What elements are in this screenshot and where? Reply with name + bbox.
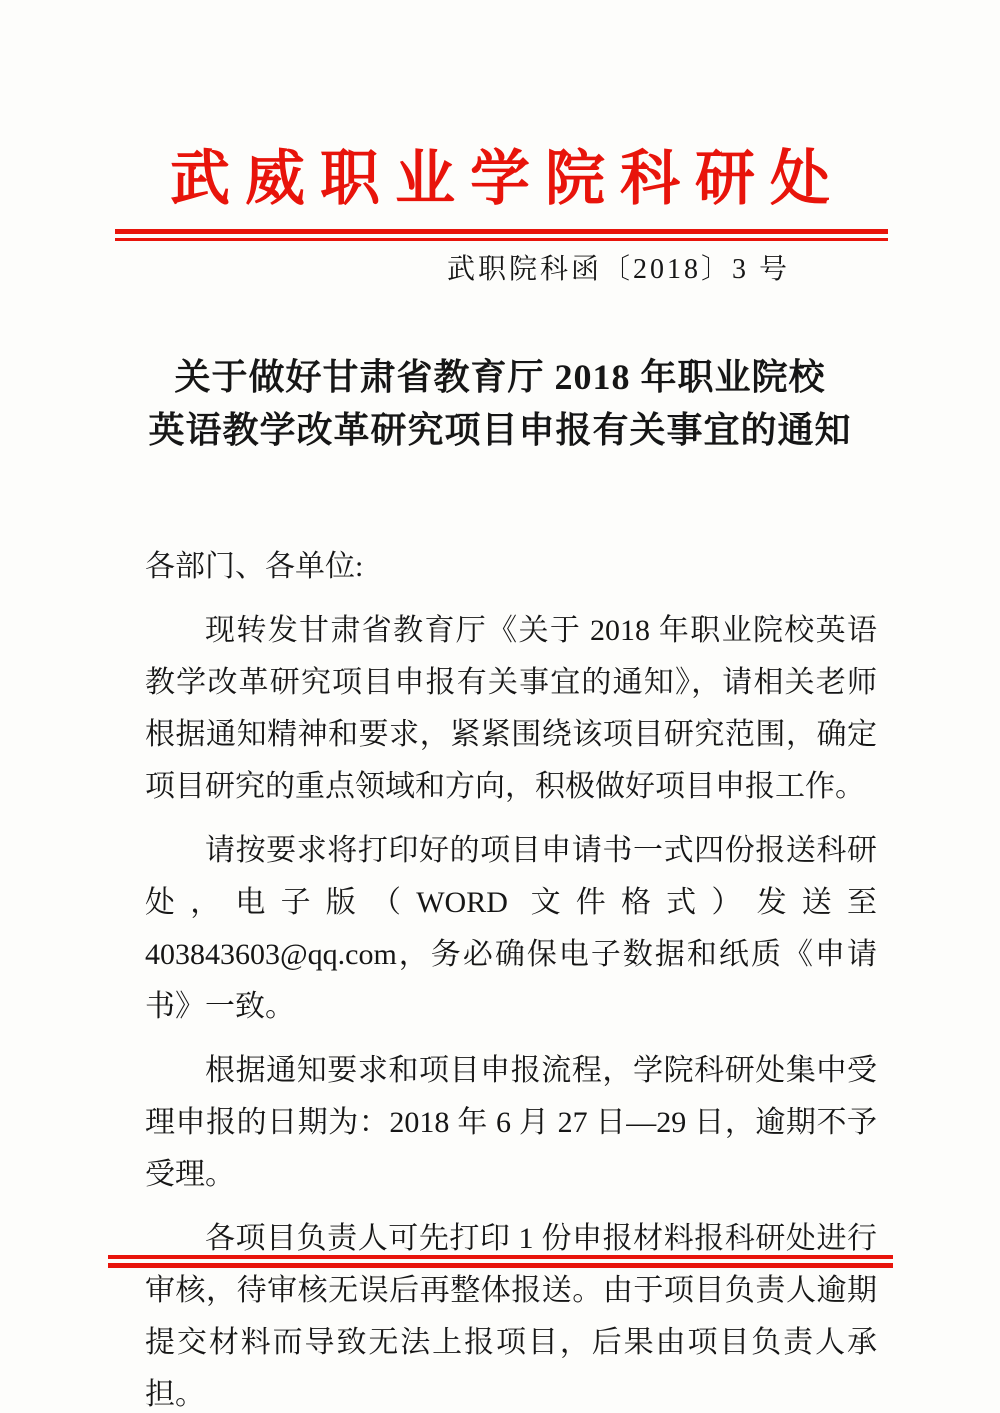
salutation: 各部门、各单位: [145,550,364,583]
rule-line-thick [108,1263,893,1268]
document-body [0,541,1000,1413]
document-title [0,351,1000,457]
document-title-line1: 关于做好甘肃省教育厅 2018 年职业院校 [174,357,826,397]
letterhead-double-rule [115,229,888,241]
body-paragraph-2: 请按要求将打印好的项目申请书一式四份报送科研处，电子版（WORD 文件格式）发送至 403843603@qq.com，务必确保电子数据和纸质《申请书》一致。 [145,834,877,1023]
body-paragraph-1: 现转发甘肃省教育厅《关于 2018 年职业院校英语教学改革研究项目申报有关事宜的通知》，请相关老师根据通知精神和要求，紧紧围绕该项目研究范围，确定项目研究的重点领域和方向，积极做好项目申报工作。 [145,614,877,803]
body-paragraph-3: 根据通知要求和项目申报流程，学院科研处集中受理申报的日期为：2018 年 6 月 27 日—29 日，逾期不予受理。 [145,1054,877,1191]
body-paragraph-4: 各项目负责人可先打印 1 份申报材料报科研处进行审核，待审核无误后再整体报送。由于项目负责人逾期提交材料而导致无法上报项目，后果由项目负责人承担。 [145,1222,877,1411]
footer-double-rule [108,1255,893,1268]
letterhead [0,146,1000,287]
document-reference-number: 武职院科函〔2018〕3 号 [446,254,790,285]
rule-line-thin [115,238,888,241]
document-title-line2: 英语教学改革研究项目申报有关事宜的通知 [148,410,852,450]
letterhead-org-name: 武威职业学院科研处 [170,146,845,212]
